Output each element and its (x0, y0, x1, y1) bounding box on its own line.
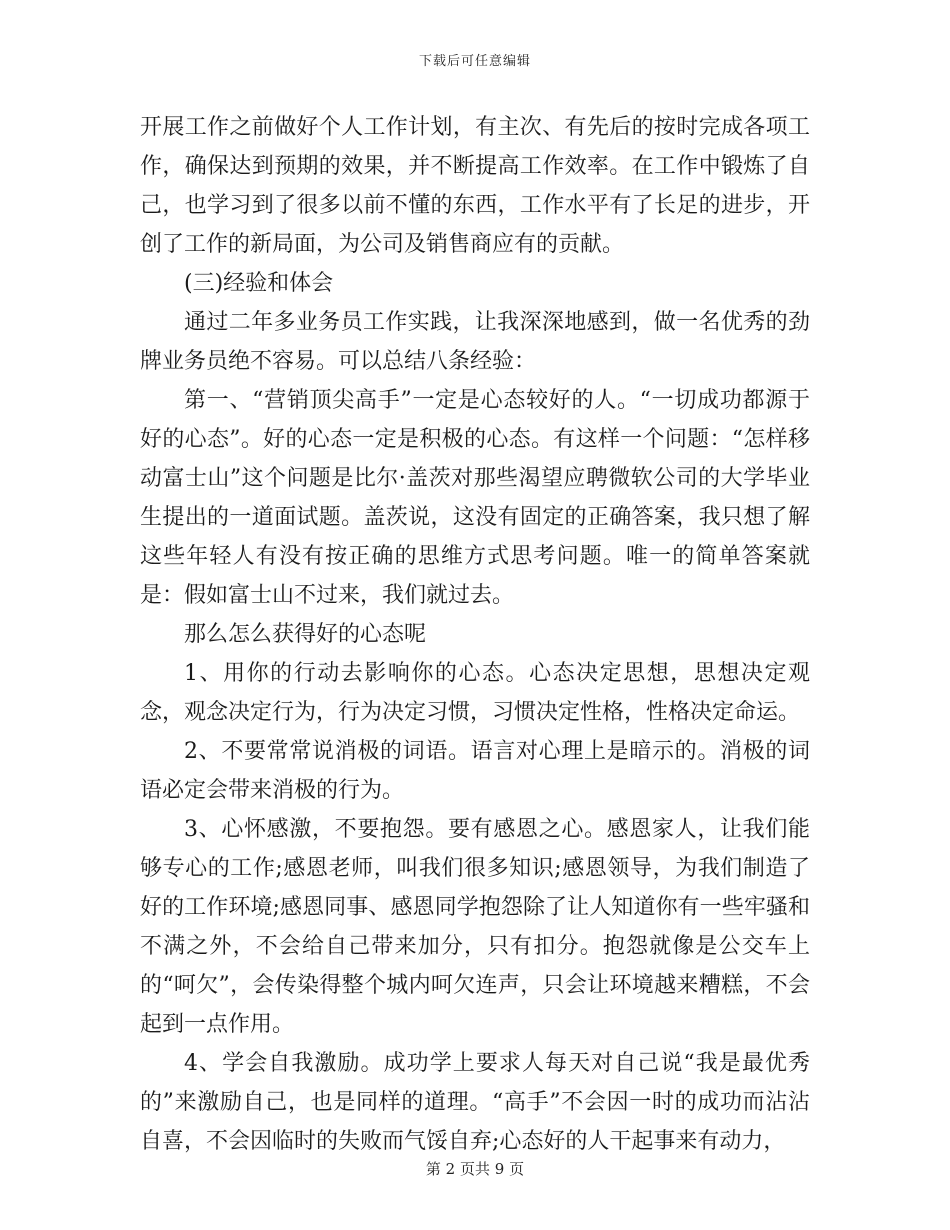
list-item-2: 2、不要常常说消极的词语。语言对心理上是暗示的。消极的词语必定会带来消极的行为。 (140, 739, 810, 803)
paragraph-question-mindset: 那么怎么获得好的心态呢 (184, 622, 427, 647)
list-item-1: 1、用你的行动去影响你的心态。心态决定思想，思想决定观念，观念决定行为，行为决定习惯，习惯决定性格，性格决定命运。 (140, 661, 810, 725)
list-item-4: 4、学会自我激励。成功学上要求人每天对自己说“我是最优秀的”来激励自己，也是同样的道理。“高手”不会因一时的成功而沾沾自喜，不会因临时的失败而气馁自弃;心态好的人干起事来有动力， (140, 1051, 810, 1154)
section-heading-experience: (三)经验和体会 (184, 271, 334, 296)
document-body (140, 108, 810, 1161)
list-item-3: 3、心怀感激，不要抱怨。要有感恩之心。感恩家人，让我们能够专心的工作;感恩老师，叫我们很多知识;感恩领导，为我们制造了好的工作环境;感恩同事、感恩同学抱怨除了让人知道你有一些牢骚和不满之外，不会给自己带来加分，只有扣分。抱怨就像是公交车上的“呵欠”，会传染得整个城内呵欠连声，只会让环境越来糟糕，不会起到一点作用。 (140, 817, 810, 1037)
page-footer: 第 2 页共 9 页 (425, 1160, 525, 1178)
paragraph-point-one: 第一、“营销顶尖高手”一定是心态较好的人。“一切成功都源于好的心态”。好的心态一定是积极的心态。有这样一个问题：“怎样移动富士山”这个问题是比尔·盖茨对那些渴望应聘微软公司的大学毕业生提出的一道面试题。盖茨说，这没有固定的正确答案，我只想了解这些年轻人有没有按正确的思维方式思考问题。唯一的简单答案就是：假如富士山不过来，我们就过去。 (140, 388, 810, 608)
paragraph-experience-intro: 通过二年多业务员工作实践，让我深深地感到，做一名优秀的劲牌业务员绝不容易。可以总结八条经验： (140, 310, 810, 374)
paragraph-work-plan: 开展工作之前做好个人工作计划，有主次、有先后的按时完成各项工作，确保达到预期的效果，并不断提高工作效率。在工作中锻炼了自己，也学习到了很多以前不懂的东西，工作水平有了长足的进步，开创了工作的新局面，为公司及销售商应有的贡献。 (140, 115, 810, 257)
page-header: 下载后可任意编辑 (418, 54, 531, 69)
